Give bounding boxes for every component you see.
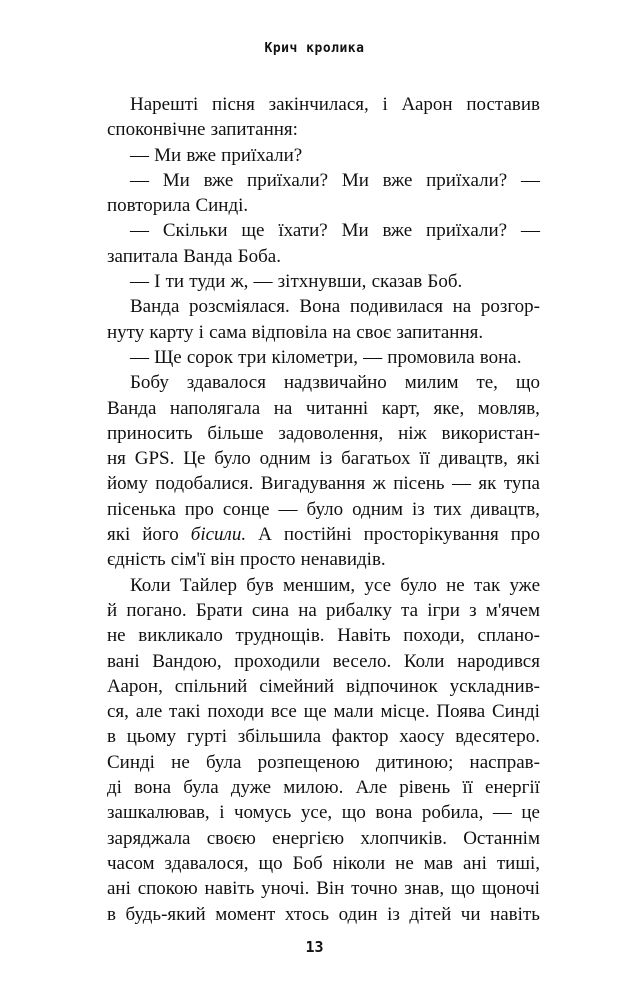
- word: вдесятеро.: [455, 726, 540, 748]
- word: розгор-: [480, 296, 540, 318]
- word: їхати?: [278, 220, 328, 242]
- word: та: [401, 599, 419, 621]
- word: вже: [203, 169, 234, 191]
- word: вже: [186, 144, 217, 166]
- word: своє: [356, 321, 392, 343]
- word: здавалося: [186, 372, 266, 394]
- word: уже: [509, 574, 540, 596]
- text-line: [107, 775, 540, 800]
- text-line: [107, 193, 540, 218]
- word: будь-який: [125, 903, 206, 925]
- word: дуже: [230, 777, 272, 799]
- word: сімейний: [259, 675, 335, 697]
- word: вона: [375, 802, 413, 824]
- word: спільний: [174, 675, 248, 697]
- word: багатьох: [341, 448, 411, 470]
- word: ані: [107, 878, 131, 900]
- word: приїхали?: [221, 144, 303, 166]
- word: Синді.: [195, 195, 249, 217]
- word: те,: [476, 372, 498, 394]
- word: щоночі: [481, 878, 540, 900]
- word: точно: [351, 878, 398, 900]
- word: його: [142, 524, 179, 546]
- word: хтось: [284, 903, 330, 925]
- text-line: [107, 143, 540, 168]
- word: туди: [189, 271, 226, 293]
- word: ще: [241, 220, 265, 242]
- word: просторікування: [363, 524, 499, 546]
- word: хлопчиків.: [360, 827, 447, 849]
- text-line: [107, 269, 540, 294]
- word: відпочинок: [345, 675, 438, 697]
- word: Боб.: [427, 271, 463, 293]
- word: народився: [457, 650, 540, 672]
- word: повторила: [107, 195, 191, 217]
- word: вона.: [479, 346, 522, 368]
- text-line: [107, 396, 540, 421]
- word: такі: [169, 701, 201, 723]
- text-line: [107, 851, 540, 876]
- word: Ванда: [183, 245, 233, 267]
- word: чомусь: [233, 802, 292, 824]
- word: Бобу: [130, 372, 169, 394]
- word: тупа: [503, 473, 540, 495]
- text-line: [107, 92, 540, 117]
- word: один: [338, 903, 378, 925]
- word: бісили.: [190, 524, 247, 546]
- word: подивилася: [349, 296, 443, 318]
- text-line: [107, 345, 540, 370]
- word: дивацтв,: [470, 498, 540, 520]
- word: Ванда: [107, 397, 157, 419]
- word: ніж: [398, 422, 427, 444]
- word: рибалку: [325, 599, 392, 621]
- word: пісень: [393, 473, 445, 495]
- word: це: [521, 802, 540, 824]
- word: із: [412, 498, 425, 520]
- word: три: [238, 346, 267, 368]
- text-line: [107, 649, 540, 674]
- word: —: [278, 498, 298, 520]
- text-line: [107, 902, 540, 927]
- word: сина: [251, 599, 290, 621]
- word: рівень: [399, 777, 451, 799]
- word: але: [135, 701, 163, 723]
- word: проходили: [234, 650, 321, 672]
- word: меншим,: [282, 574, 356, 596]
- word: —: [520, 169, 540, 191]
- word: —: [130, 271, 149, 293]
- text-line: [107, 421, 540, 446]
- word: милою.: [283, 777, 344, 799]
- word: ані: [463, 852, 487, 874]
- word: вані: [107, 650, 140, 672]
- word: розсміялася.: [188, 296, 290, 318]
- word: поставив: [466, 94, 540, 115]
- word: чи: [460, 903, 481, 925]
- word: Ще: [154, 346, 182, 368]
- text-line: [107, 218, 540, 243]
- word: сказав: [371, 271, 423, 293]
- word: зашкалював,: [107, 802, 210, 824]
- word: Брати: [195, 599, 243, 621]
- word: Ми: [341, 220, 369, 242]
- word: сама: [209, 321, 247, 343]
- running-head: Крич кролика: [264, 41, 365, 56]
- word: гурті: [186, 726, 228, 748]
- word: Це: [183, 448, 206, 470]
- word: цьому: [126, 726, 177, 748]
- word: Тайлер: [179, 574, 238, 596]
- word: викликало: [138, 625, 223, 647]
- word: і: [198, 321, 204, 343]
- word: її: [462, 777, 473, 799]
- word: —: [452, 473, 472, 495]
- word: Синді: [491, 701, 540, 723]
- word: робила,: [421, 802, 484, 824]
- word: приїхали?: [426, 169, 508, 191]
- word: і: [219, 802, 225, 824]
- text-line: [107, 699, 540, 724]
- word: що: [515, 372, 540, 394]
- word: відповіла: [251, 321, 328, 343]
- word: більше: [207, 422, 264, 444]
- text-line: [107, 724, 540, 749]
- word: —: [363, 346, 383, 368]
- text-line: [107, 117, 540, 142]
- word: Але: [355, 777, 388, 799]
- word: сонце: [222, 498, 270, 520]
- word: запитання:: [210, 119, 298, 141]
- word: Нарешті: [130, 94, 199, 115]
- text-line: [107, 497, 540, 522]
- word: сім'ї: [170, 549, 206, 571]
- word: GPS.: [134, 448, 175, 470]
- word: єдність: [107, 549, 166, 571]
- word: дитиною;: [375, 751, 454, 773]
- word: Він: [316, 878, 345, 900]
- word: Коли: [130, 574, 171, 596]
- word: наполягала: [169, 397, 261, 419]
- word: мовляв,: [477, 397, 540, 419]
- word: споконвічне: [107, 119, 206, 141]
- word: було: [306, 498, 344, 520]
- word: на: [298, 599, 317, 621]
- word: вже: [382, 169, 413, 191]
- word: ніколи: [332, 852, 386, 874]
- word: так: [473, 574, 501, 596]
- word: задоволення,: [278, 422, 384, 444]
- word: місце.: [380, 701, 430, 723]
- word: Вигадування: [260, 473, 366, 495]
- text-line: [107, 623, 540, 648]
- word: ігри: [427, 599, 460, 621]
- text-line: [107, 598, 540, 623]
- word: навіть: [204, 878, 255, 900]
- word: весело.: [332, 650, 392, 672]
- text-line: [107, 244, 540, 269]
- word: нуту: [107, 321, 145, 343]
- word: була: [183, 777, 219, 799]
- text-line: [107, 471, 540, 496]
- word: Поява: [436, 701, 486, 723]
- text-line: [107, 168, 540, 193]
- text-line: [107, 320, 540, 345]
- word: Ванда: [130, 296, 180, 318]
- word: ж: [372, 473, 386, 495]
- word: ти: [165, 271, 185, 293]
- word: що: [450, 878, 476, 900]
- text-line: [107, 800, 540, 825]
- word: ж,: [230, 271, 249, 293]
- word: усе,: [300, 802, 333, 824]
- word: сплано-: [477, 625, 540, 647]
- word: просто: [239, 549, 296, 571]
- word: читанні: [305, 397, 369, 419]
- word: своєю: [206, 827, 256, 849]
- word: милим: [404, 372, 459, 394]
- word: Синді: [107, 751, 155, 773]
- word: на: [273, 397, 293, 419]
- word: закінчилася,: [268, 94, 369, 115]
- word: які: [107, 524, 131, 546]
- word: збільшила: [237, 726, 322, 748]
- word: було: [214, 448, 251, 470]
- word: насправ-: [469, 751, 540, 773]
- word: ся,: [107, 701, 129, 723]
- text-line: [107, 876, 540, 901]
- word: енергією: [272, 827, 345, 849]
- word: запитала: [107, 245, 179, 267]
- word: на: [452, 296, 472, 318]
- word: погано.: [126, 599, 187, 621]
- word: —: [130, 220, 149, 242]
- word: сорок: [186, 346, 234, 368]
- word: труднощів.: [235, 625, 325, 647]
- word: —: [253, 271, 273, 293]
- word: в: [107, 726, 116, 748]
- word: кілометри,: [271, 346, 359, 368]
- word: енергії: [485, 777, 540, 799]
- word: заряджала: [107, 827, 191, 849]
- text-line: [107, 573, 540, 598]
- word: йому: [107, 473, 148, 495]
- word: уночі.: [261, 878, 310, 900]
- word: Скільки: [162, 220, 228, 242]
- word: із: [319, 448, 333, 470]
- word: ще: [303, 701, 327, 723]
- word: Аарон: [401, 94, 453, 115]
- page-number: 13: [305, 938, 324, 956]
- word: пісенька: [107, 498, 176, 520]
- word: про: [184, 498, 214, 520]
- word: на: [332, 321, 352, 343]
- word: приїхали?: [247, 169, 329, 191]
- word: хаосу: [399, 726, 445, 748]
- word: одним: [352, 498, 404, 520]
- word: не: [171, 751, 190, 773]
- word: використан-: [441, 422, 540, 444]
- word: —: [492, 802, 512, 824]
- word: подобалися.: [155, 473, 254, 495]
- word: спокою: [137, 878, 198, 900]
- text-line: [107, 674, 540, 699]
- word: яке,: [433, 397, 465, 419]
- word: Ми: [162, 169, 190, 191]
- word: карт,: [381, 397, 420, 419]
- word: не: [107, 625, 126, 647]
- word: пісня: [212, 94, 255, 115]
- word: дивацтв,: [438, 448, 508, 470]
- word: її: [419, 448, 430, 470]
- word: постійні: [283, 524, 352, 546]
- word: як: [478, 473, 497, 495]
- text-line: [107, 547, 540, 572]
- word: Навіть: [337, 625, 391, 647]
- word: Ми: [341, 169, 369, 191]
- text-line: [107, 370, 540, 395]
- word: тих: [433, 498, 462, 520]
- word: І: [154, 271, 161, 293]
- word: Боб: [292, 852, 323, 874]
- word: Вона: [299, 296, 341, 318]
- text-line: [107, 750, 540, 775]
- text-line: [107, 826, 540, 851]
- word: й: [107, 599, 118, 621]
- word: А: [258, 524, 272, 546]
- word: мали: [333, 701, 374, 723]
- word: запитання.: [396, 321, 484, 343]
- word: все: [270, 701, 297, 723]
- word: тиші,: [496, 852, 540, 874]
- word: приносить: [107, 422, 193, 444]
- word: ненавидів.: [300, 549, 386, 571]
- word: зітхнувши,: [277, 271, 367, 293]
- word: м'ячем: [485, 599, 540, 621]
- text-line: [107, 446, 540, 471]
- word: і: [382, 94, 388, 115]
- word: ня: [107, 448, 126, 470]
- word: одним: [259, 448, 311, 470]
- word: часом: [107, 852, 155, 874]
- word: —: [130, 169, 149, 191]
- word: був: [246, 574, 274, 596]
- word: Коли: [403, 650, 445, 672]
- word: —: [130, 144, 149, 166]
- word: з: [469, 599, 477, 621]
- word: які: [516, 448, 540, 470]
- word: вона: [134, 777, 172, 799]
- word: ускладнив-: [449, 675, 540, 697]
- word: була: [205, 751, 242, 773]
- word: навіть: [490, 903, 540, 925]
- word: вже: [382, 220, 413, 242]
- word: що: [341, 802, 366, 824]
- word: Ми: [154, 144, 182, 166]
- word: надзвичайно: [283, 372, 387, 394]
- word: —: [520, 220, 540, 242]
- word: мав: [423, 852, 454, 874]
- word: із: [387, 903, 400, 925]
- word: дітей: [409, 903, 452, 925]
- word: що: [258, 852, 283, 874]
- word: знав,: [404, 878, 445, 900]
- word: карту: [149, 321, 194, 343]
- word: походи,: [403, 625, 465, 647]
- word: фактор: [331, 726, 389, 748]
- word: промовила: [387, 346, 475, 368]
- word: не: [446, 574, 465, 596]
- text-line: [107, 294, 540, 319]
- text-line: [107, 522, 540, 547]
- word: Вандою,: [152, 650, 222, 672]
- word: походи: [207, 701, 265, 723]
- word: не: [395, 852, 414, 874]
- word: в: [107, 903, 116, 925]
- word: приїхали?: [426, 220, 508, 242]
- word: Аарон,: [107, 675, 163, 697]
- word: ді: [107, 777, 122, 799]
- word: Останнім: [463, 827, 540, 849]
- word: —: [130, 346, 149, 368]
- word: розпещеною: [257, 751, 360, 773]
- word: було: [400, 574, 437, 596]
- word: він: [210, 549, 235, 571]
- word: усе: [364, 574, 392, 596]
- word: про: [510, 524, 540, 546]
- word: момент: [215, 903, 276, 925]
- body-text: [107, 92, 540, 927]
- word: здавалося,: [164, 852, 249, 874]
- word: Боба.: [237, 245, 281, 267]
